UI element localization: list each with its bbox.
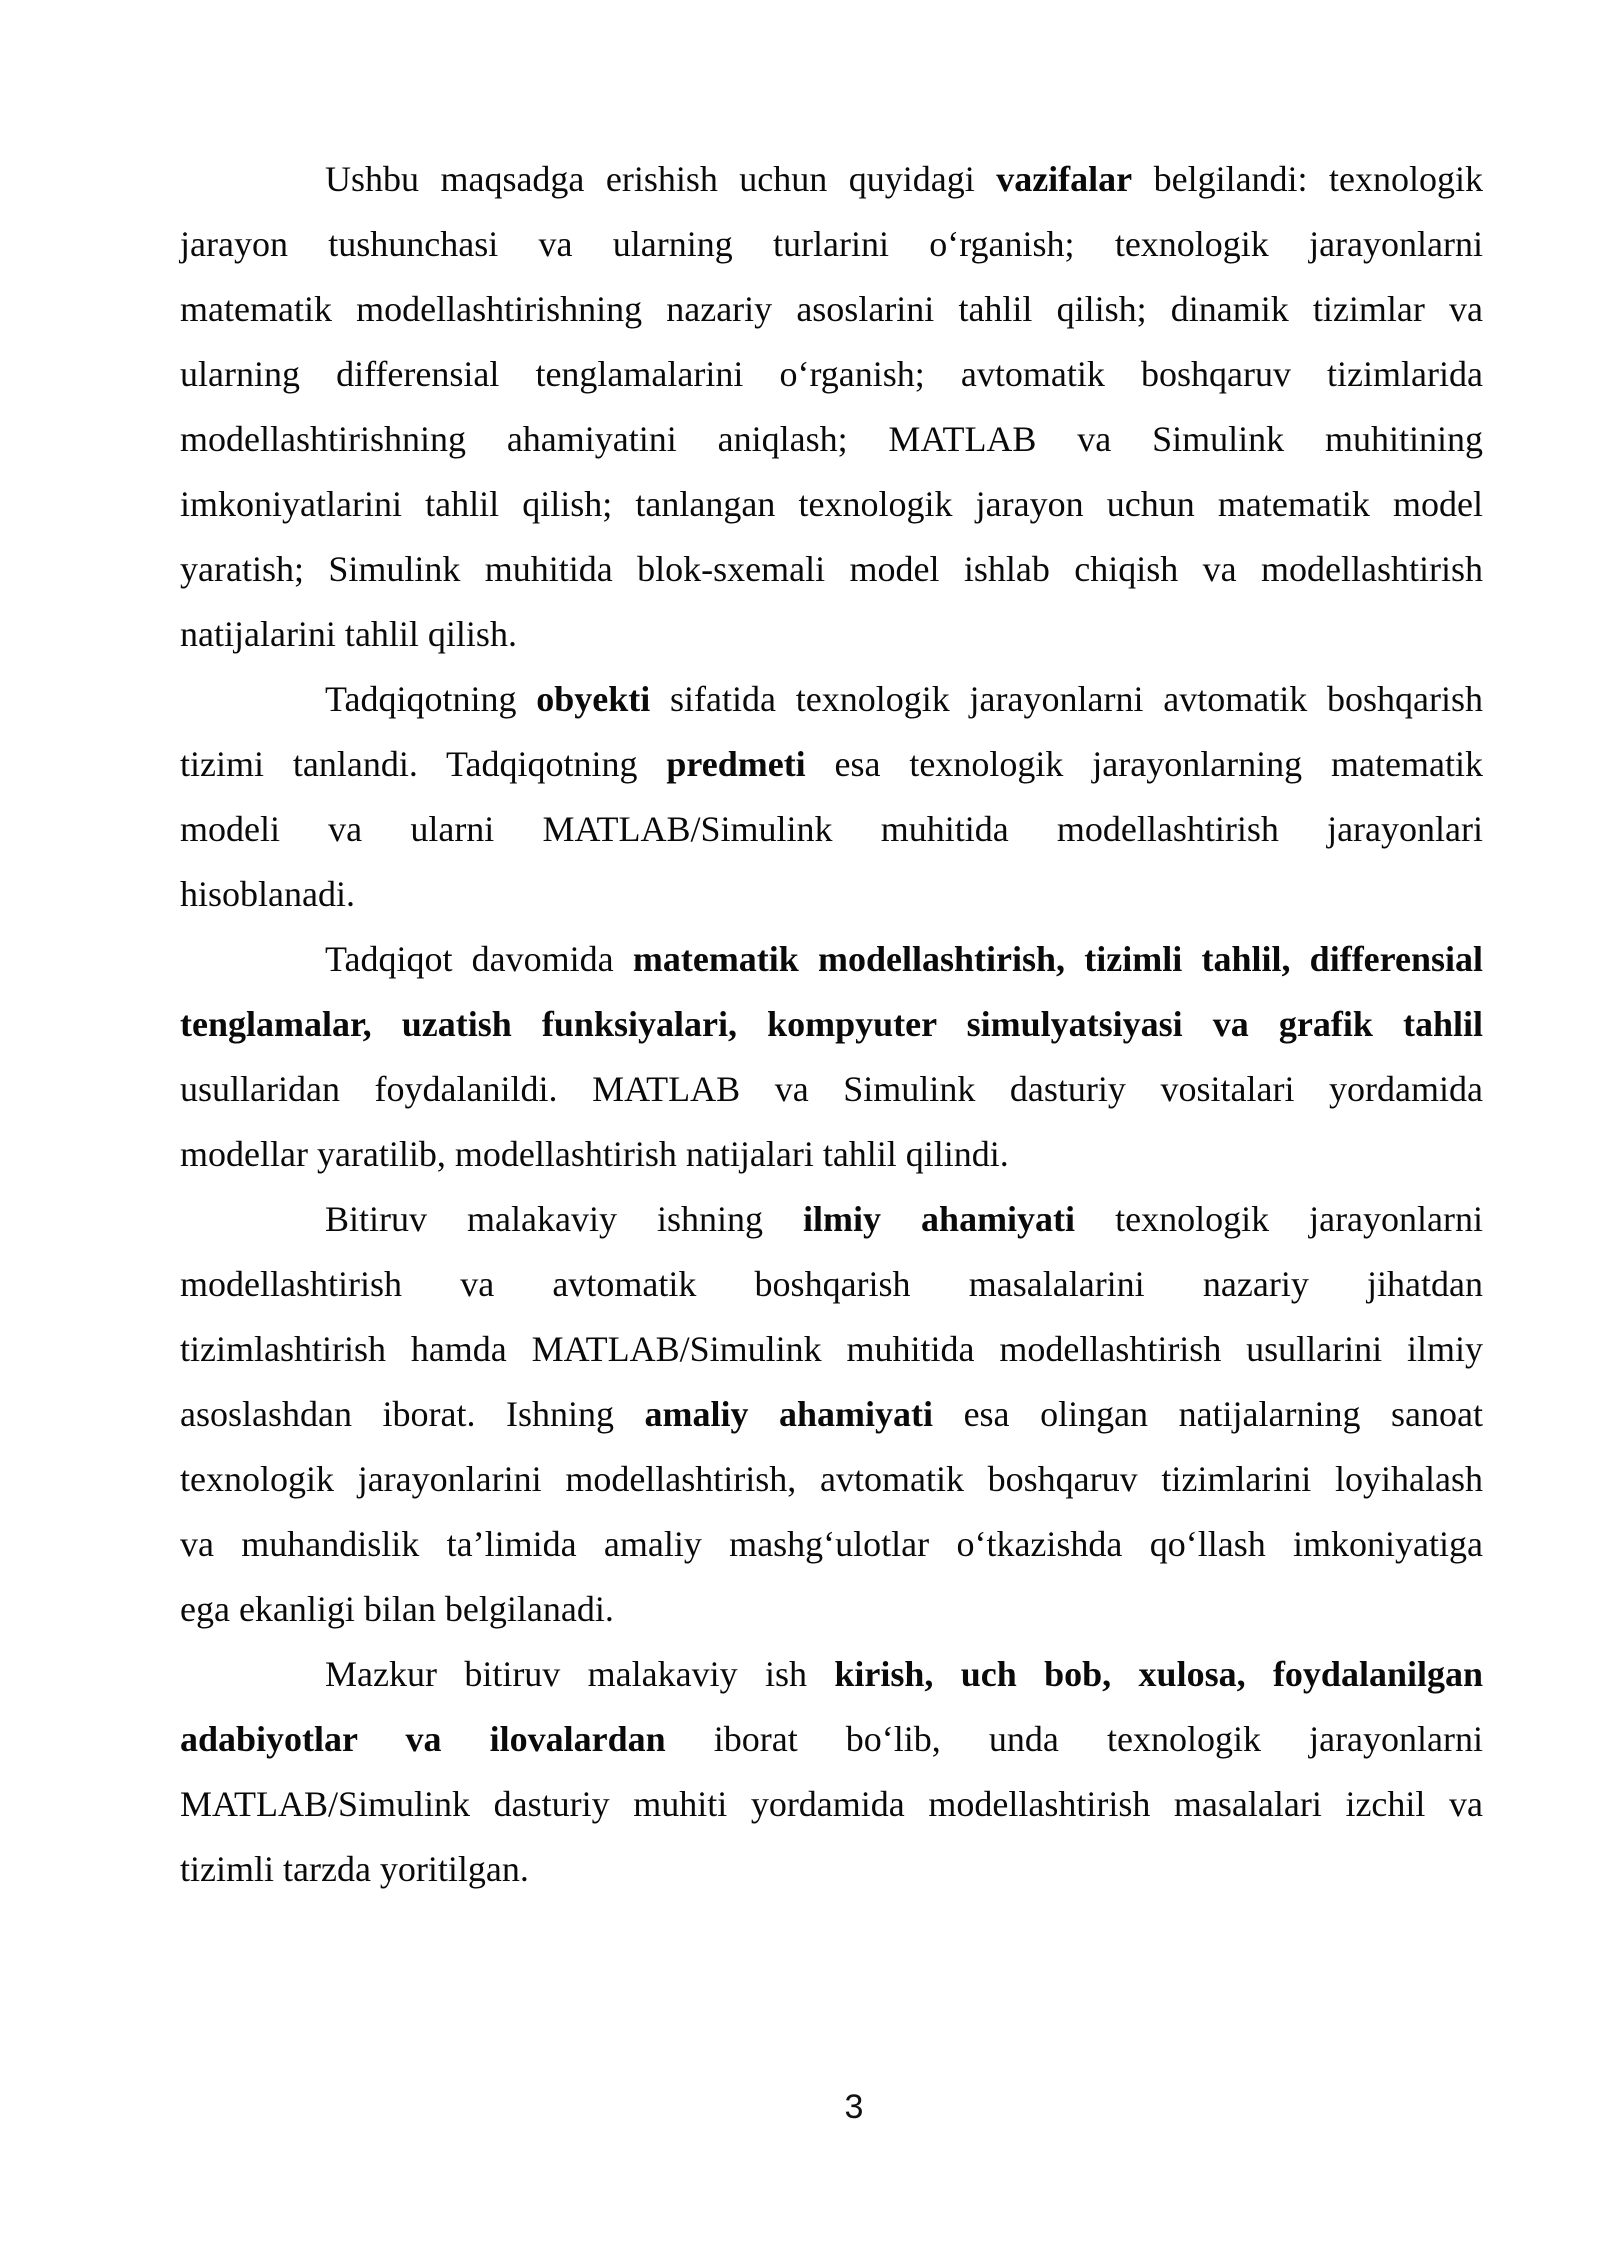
text-line xyxy=(180,992,1483,1057)
text-run: Mazkur bitiruv malakaviy ish xyxy=(325,1654,835,1694)
text-run: ega ekanligi bilan belgilanadi. xyxy=(180,1589,614,1629)
text-run: Tadqiqot davomida xyxy=(325,939,633,979)
text-run: va muhandislik ta’limida amaliy mashg‘ulotlar o‘tkazishda qo‘llash imkoniyatiga xyxy=(180,1524,1483,1564)
text-line xyxy=(180,1447,1483,1512)
text-line xyxy=(180,1187,1483,1252)
text-line xyxy=(180,1772,1483,1837)
paragraph xyxy=(180,1187,1483,1642)
text-line xyxy=(180,472,1483,537)
text-run: modellar yaratilib, modellashtirish natijalari tahlil qilindi. xyxy=(180,1134,1009,1174)
bold-text-run: obyekti xyxy=(536,679,651,719)
text-run: tizimli tarzda yoritilgan. xyxy=(180,1849,529,1889)
bold-text-run: adabiyotlar va ilovalardan xyxy=(180,1719,666,1759)
text-line xyxy=(180,1317,1483,1382)
paragraph xyxy=(180,1642,1483,1902)
text-line xyxy=(180,1057,1483,1122)
text-run: natijalarini tahlil qilish. xyxy=(180,614,517,654)
text-run: sifatida texnologik jarayonlarni avtomatik boshqarish xyxy=(650,679,1483,719)
text-run: modellashtirishning ahamiyatini aniqlash; MATLAB va Simulink muhitining xyxy=(180,419,1483,459)
bold-text-run: amaliy ahamiyati xyxy=(644,1394,934,1434)
text-line xyxy=(180,407,1483,472)
text-run: MATLAB/Simulink dasturiy muhiti yordamida modellashtirish masalalari izchil va xyxy=(180,1784,1483,1824)
text-line xyxy=(180,927,1483,992)
text-run: asoslashdan iborat. Ishning xyxy=(180,1394,645,1434)
text-line xyxy=(180,1707,1483,1772)
page-number: 3 xyxy=(844,2088,864,2126)
text-run: Bitiruv malakaviy ishning xyxy=(325,1199,804,1239)
text-line xyxy=(180,147,1483,212)
text-run: yaratish; Simulink muhitida blok-sxemali model ishlab chiqish va modellashtirish xyxy=(180,549,1483,589)
text-line xyxy=(180,602,1483,667)
text-run: esa texnologik jarayonlarning matematik xyxy=(805,744,1483,784)
text-line xyxy=(180,537,1483,602)
bold-text-run: kirish, uch bob, xulosa, foydalanilgan xyxy=(834,1654,1483,1694)
text-line xyxy=(180,1577,1483,1642)
text-line xyxy=(180,1512,1483,1577)
text-run: jarayon tushunchasi va ularning turlarini o‘rganish; texnologik jarayonlarni xyxy=(180,224,1483,264)
bold-text-run: tenglamalar, uzatish funksiyalari, kompyuter simulyatsiyasi va grafik tahlil xyxy=(180,1004,1483,1044)
bold-text-run: vazifalar xyxy=(996,159,1133,199)
bold-text-run: predmeti xyxy=(666,744,806,784)
text-line xyxy=(180,1382,1483,1447)
text-run: texnologik jarayonlarni xyxy=(1075,1199,1484,1239)
text-run: iborat bo‘lib, unda texnologik jarayonlarni xyxy=(665,1719,1483,1759)
text-run: Tadqiqotning xyxy=(325,679,537,719)
text-line xyxy=(180,862,1483,927)
text-line xyxy=(180,797,1483,862)
text-line xyxy=(180,1252,1483,1317)
text-run: texnologik jarayonlarini modellashtirish, avtomatik boshqaruv tizimlarini loyihalash xyxy=(180,1459,1483,1499)
text-run: hisoblanadi. xyxy=(180,874,355,914)
text-run: usullaridan foydalanildi. MATLAB va Simulink dasturiy vositalari yordamida xyxy=(180,1069,1483,1109)
text-line xyxy=(180,1122,1483,1187)
text-line xyxy=(180,342,1483,407)
paragraph xyxy=(180,667,1483,927)
text-run: imkoniyatlarini tahlil qilish; tanlangan texnologik jarayon uchun matematik model xyxy=(180,484,1483,524)
text-run: modeli va ularni MATLAB/Simulink muhitida modellashtirish jarayonlari xyxy=(180,809,1483,849)
text-run: belgilandi: texnologik xyxy=(1132,159,1484,199)
text-run: matematik modellashtirishning nazariy asoslarini tahlil qilish; dinamik tizimlar va xyxy=(180,289,1483,329)
text-run: ularning differensial tenglamalarini o‘rganish; avtomatik boshqaruv tizimlarida xyxy=(180,354,1483,394)
text-run: tizimlashtirish hamda MATLAB/Simulink muhitida modellashtirish usullarini ilmiy xyxy=(180,1329,1483,1369)
text-line xyxy=(180,277,1483,342)
paragraph xyxy=(180,147,1483,667)
text-run: modellashtirish va avtomatik boshqarish masalalarini nazariy jihatdan xyxy=(180,1264,1483,1304)
text-line xyxy=(180,1837,1483,1902)
text-run: esa olingan natijalarning sanoat xyxy=(933,1394,1483,1434)
bold-text-run: ilmiy ahamiyati xyxy=(803,1199,1076,1239)
text-line xyxy=(180,212,1483,277)
document-body xyxy=(180,147,1483,1902)
bold-text-run: matematik modellashtirish, tizimli tahlil, differensial xyxy=(632,939,1484,979)
paragraph xyxy=(180,927,1483,1187)
text-run: Ushbu maqsadga erishish uchun quyidagi xyxy=(325,159,997,199)
text-line xyxy=(180,667,1483,732)
text-line xyxy=(180,732,1483,797)
text-run: tizimi tanlandi. Tadqiqotning xyxy=(180,744,667,784)
text-line xyxy=(180,1642,1483,1707)
